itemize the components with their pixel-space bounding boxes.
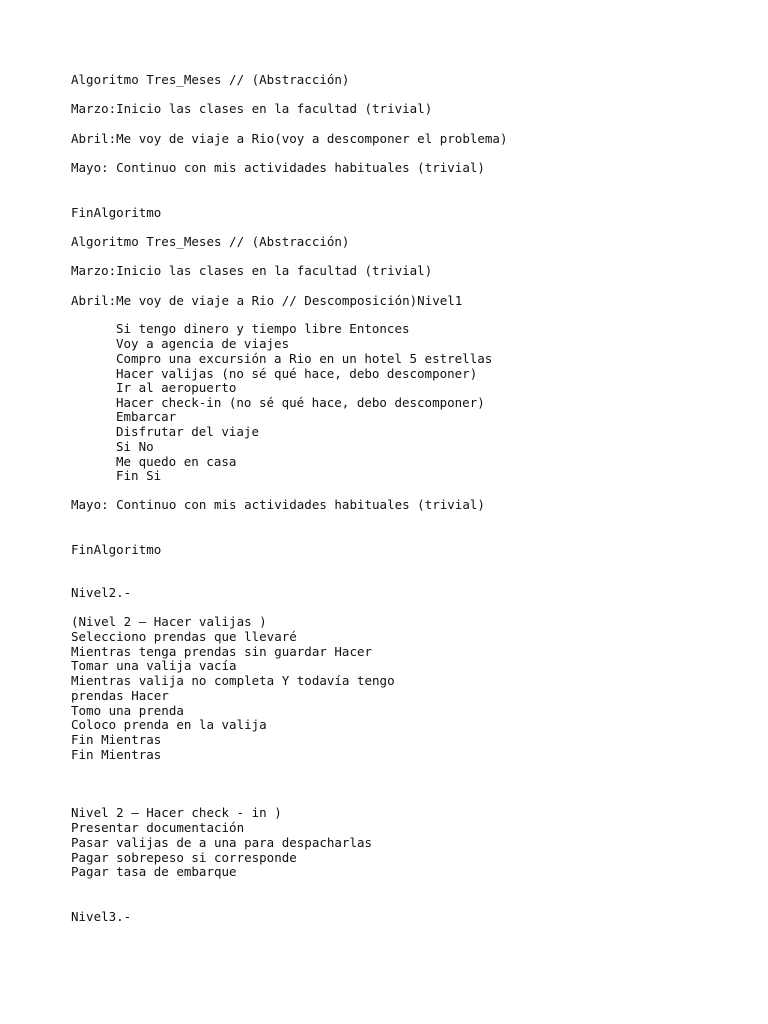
step-line: Disfrutar del viaje (116, 424, 259, 439)
step-line: Hacer valijas (no sé qué hace, debo descomponer) (116, 366, 478, 381)
step-line: Embarcar (116, 409, 177, 424)
march-line: Marzo:Inicio las clases en la facultad (trivial) (71, 263, 433, 278)
checkin-line: Pagar sobrepeso si corresponde (71, 850, 297, 865)
step-line: Voy a agencia de viajes (116, 336, 290, 351)
step-line: Ir al aeropuerto (116, 380, 237, 395)
section-title: Nivel3.- (71, 909, 132, 924)
algorithm-end: FinAlgoritmo (71, 542, 162, 557)
section-title: Nivel2.- (71, 585, 132, 600)
april-line: Abril:Me voy de viaje a Rio // Descomposición)Nivel1 (71, 293, 463, 308)
valijas-line: Fin Mientras (71, 747, 162, 762)
algorithm-end: FinAlgoritmo (71, 205, 162, 220)
step-line: Compro una excursión a Rio en un hotel 5 estrellas (116, 351, 493, 366)
may-line: Mayo: Continuo con mis actividades habituales (trivial) (71, 160, 485, 175)
valijas-line: Mientras valija no completa Y todavía tengo (71, 673, 395, 688)
valijas-line: Mientras tenga prendas sin guardar Hacer (71, 644, 373, 659)
valijas-line: (Nivel 2 – Hacer valijas ) (71, 614, 267, 629)
march-line: Marzo:Inicio las clases en la facultad (trivial) (71, 101, 433, 116)
valijas-line: Tomo una prenda (71, 703, 184, 718)
checkin-line: Pagar tasa de embarque (71, 864, 237, 879)
step-line: Me quedo en casa (116, 454, 237, 469)
step-line: Hacer check-in (no sé qué hace, debo descomponer) (116, 395, 485, 410)
valijas-line: Selecciono prendas que llevaré (71, 629, 297, 644)
valijas-line: Fin Mientras (71, 732, 162, 747)
step-line: Si tengo dinero y tiempo libre Entonces (116, 321, 410, 336)
step-line: Si No (116, 439, 154, 454)
algorithm-header: Algoritmo Tres_Meses // (Abstracción) (71, 72, 350, 87)
checkin-line: Nivel 2 – Hacer check - in ) (71, 805, 282, 820)
valijas-line: Coloco prenda en la valija (71, 717, 267, 732)
valijas-line: Tomar una valija vacía (71, 658, 237, 673)
checkin-line: Pasar valijas de a una para despacharlas (71, 835, 373, 850)
may-line: Mayo: Continuo con mis actividades habituales (trivial) (71, 497, 485, 512)
algorithm-header: Algoritmo Tres_Meses // (Abstracción) (71, 234, 350, 249)
step-line: Fin Si (116, 468, 162, 483)
checkin-line: Presentar documentación (71, 820, 245, 835)
valijas-line: prendas Hacer (71, 688, 169, 703)
april-line: Abril:Me voy de viaje a Rio(voy a descomponer el problema) (71, 131, 508, 146)
